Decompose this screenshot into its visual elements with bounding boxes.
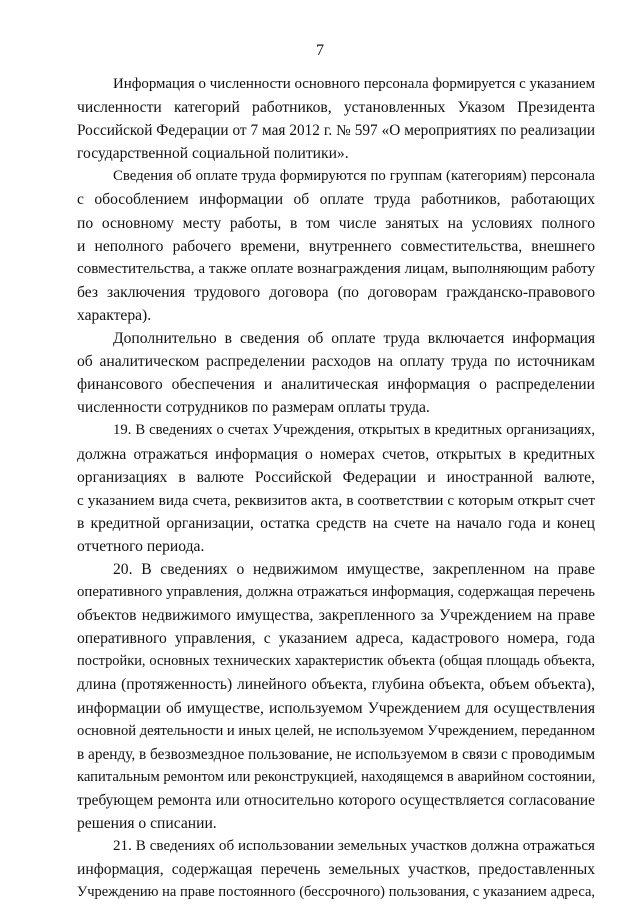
- text-line: 20. В сведениях о недвижимом имуществе, закрепленном на праве: [113, 560, 595, 578]
- text-line: решения о списании.: [77, 815, 217, 832]
- text-line: основной деятельности и иных целей, не используемом Учреждением, переданном: [77, 722, 595, 739]
- text-line: совместительства, а также оплате вознаграждения лицам, выполняющим работу: [77, 260, 595, 277]
- text-line: информации об имуществе, используемом Учреждением для осуществления: [77, 699, 595, 717]
- text-line: с указанием вида счета, реквизитов акта, в соответствии с которым открыт счет: [77, 491, 595, 509]
- text-line: постройки, основных технических характеристик объекта (общая площадь объекта,: [77, 653, 595, 670]
- text-line: характера).: [77, 306, 152, 324]
- text-line: численности категорий работников, установленных Указом Президента: [77, 99, 595, 117]
- text-line: должна отражаться информация о номерах счетов, открытых в кредитных: [77, 445, 595, 463]
- paragraph: [77, 419, 595, 558]
- text-line: объектов недвижимого имущества, закрепленного за Учреждением на праве: [77, 607, 595, 625]
- text-line: финансового обеспечения и аналитическая информация о распределении: [77, 376, 595, 394]
- text-line: численности сотрудников по размерам оплаты труда.: [77, 399, 430, 417]
- text-line: 19. В сведениях о счетах Учреждения, открытых в кредитных организациях,: [113, 422, 595, 439]
- text-line: по основному месту работы, в том числе занятых на условиях полного: [77, 214, 595, 232]
- text-line: в кредитной организации, остатка средств на счете на начало года и конец: [77, 514, 595, 532]
- text-line: государственной социальной политики».: [77, 145, 349, 163]
- text-line: в аренду, в безвозмездное пользование, не используемом в связи с проводимым: [77, 745, 595, 763]
- text-line: Учреждению на праве постоянного (бессрочного) пользования, с указанием адреса,: [77, 884, 595, 901]
- paragraph: [77, 165, 595, 327]
- paragraph: [77, 73, 595, 165]
- text-line: организациях в валюте Российской Федерации и иностранной валюте,: [77, 468, 595, 486]
- text-line: оперативного управления, с указанием адреса, кадастрового номера, года: [77, 630, 595, 648]
- text-line: Российской Федерации от 7 мая 2012 г. № 597 «О мероприятиях по реализации: [77, 122, 595, 140]
- paragraph: [77, 558, 595, 835]
- text-line: Сведения об оплате труда формируются по группам (категориям) персонала: [113, 168, 595, 185]
- text-line: без заключения трудового договора (по договорам гражданско-правового: [77, 283, 595, 301]
- text-line: оперативного управления, должна отражаться информация, содержащая перечень: [77, 584, 595, 601]
- paragraph: [77, 327, 595, 419]
- text-line: с обособлением информации об оплате труда работников, работающих: [77, 191, 595, 209]
- text-line: 21. В сведениях об использовании земельных участков должна отражаться: [113, 838, 595, 855]
- document-body: [77, 73, 595, 904]
- text-line: длина (протяженность) линейного объекта, глубина объекта, объем объекта),: [77, 676, 595, 694]
- text-line: капитальным ремонтом или реконструкцией, находящемся в аварийном состоянии,: [77, 768, 595, 785]
- text-line: Дополнительно в сведения об оплате труда включается информация: [113, 330, 595, 348]
- paragraph: [77, 835, 595, 904]
- text-line: и неполного рабочего времени, внутреннего совместительства, внешнего: [77, 237, 595, 255]
- page-number: 7: [316, 42, 324, 59]
- text-line: Информация о численности основного персонала формируется с указанием: [113, 76, 595, 92]
- text-line: отчетного периода.: [77, 537, 205, 555]
- text-line: информация, содержащая перечень земельных участков, предоставленных: [77, 861, 595, 879]
- text-line: требующем ремонта или относительно которого осуществляется согласование: [77, 791, 595, 809]
- text-line: об аналитическом распределении расходов на оплату труда по источникам: [77, 353, 595, 371]
